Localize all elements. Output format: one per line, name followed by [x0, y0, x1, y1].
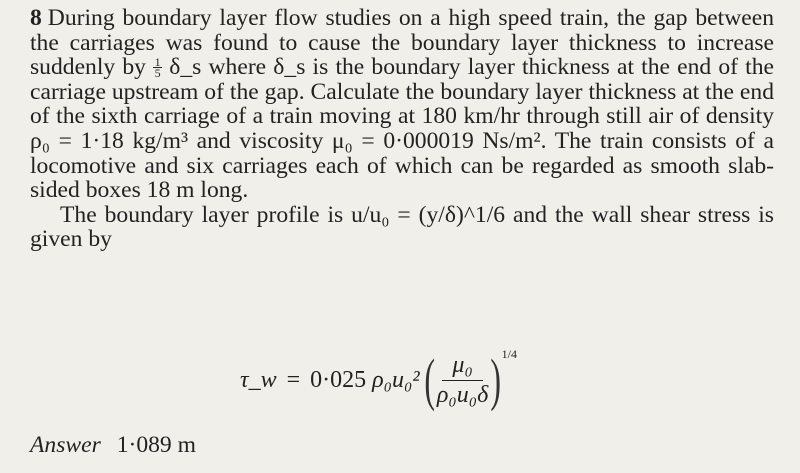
problem-paragraph: [30, 6, 774, 203]
equation-fraction: [437, 352, 488, 409]
equation-density: ρ₀: [372, 366, 393, 393]
equation-denominator: ρ₀u₀δ: [436, 381, 489, 408]
left-paren: (: [423, 347, 435, 412]
shear-stress-equation: [240, 345, 517, 415]
answer-line: [30, 432, 196, 459]
equation-numerator: μ₀: [442, 352, 482, 381]
answer-value: 1·089 m: [116, 432, 196, 458]
equation-exponent: 1/4: [501, 347, 517, 361]
problem-text-part1: During boundary layer flow studies on a high speed train, the gap between the carriages was found to cause the boundary layer thickness to increase suddenly by: [30, 5, 774, 81]
fraction-denominator: 5: [154, 66, 161, 81]
profile-paragraph: The boundary layer profile is u/u₀ = (y/δ)^1/6 and the wall shear stress is given by: [30, 201, 774, 253]
equation-lhs: τ_w: [240, 366, 277, 393]
equation-equals: =: [286, 366, 301, 393]
right-paren: ): [490, 347, 502, 412]
problem-text-part2: δ_s where δ_s is the boundary layer thickness at the end of the carriage upstream of the gap. Calculate the boundary layer thickness at the end of the sixth carriage of a train moving at 180 km/hr through still air of density ρ₀ = 1·18 kg/m³ and viscosity μ₀ = 0·000019 Ns/m². The train consists of a locomotive and six carriages each of which can be regarded as smooth slab-sided boxes 18 m long.: [30, 54, 774, 204]
equation-coefficient: 0·025: [310, 366, 367, 393]
equation-velocity-squared: u₀²: [392, 366, 420, 393]
fraction-numerator: 1: [154, 55, 161, 70]
one-fifth-fraction: [153, 55, 162, 81]
answer-label: Answer: [30, 432, 101, 458]
problem-number: 8: [30, 5, 42, 31]
